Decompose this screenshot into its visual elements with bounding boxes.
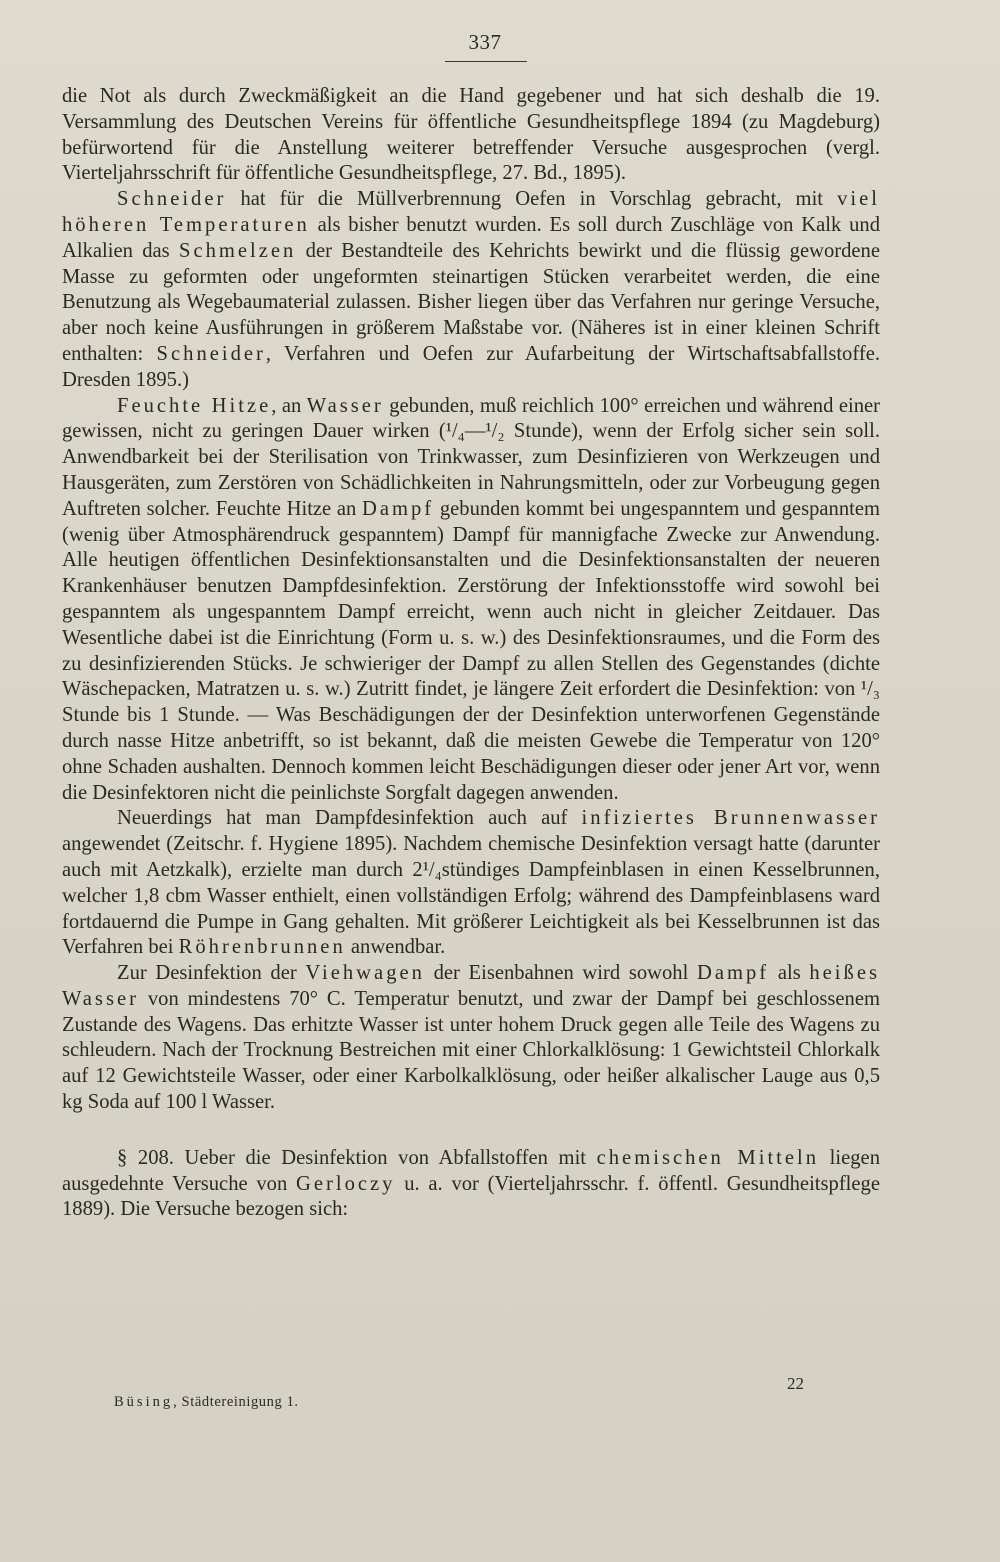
header-rule <box>445 61 527 62</box>
paragraph <box>62 1146 880 1223</box>
spaced-emphasis: Schmelzen <box>179 239 297 262</box>
footer-title: , Städtereinigung 1. <box>173 1394 299 1410</box>
body-text <box>62 84 880 1223</box>
text-run: gebunden kommt bei ungespanntem und gespanntem (wenig über Atmosphärendruck gespanntem) Dampf für mannigfache Zwecke zur Anwendung. Alle heutigen öffentlichen Desinfektionsanstalten und die Desinfektionsanstalten der neueren Krankenhäuser benutzen Dampfdesinfektion. Zerstörung der Infektionsstoffe wird sowohl bei gespanntem als ungespanntem Dampf erreicht, wenn auch nicht in gleicher Zeitdauer. Das Wesentliche dabei ist die Einrichtung (Form u. s. w.) des Desinfektionsraumes, und die Form des zu desinfizierenden Stücks. Je schwieriger der Dampf zu allen Stellen des Gegenstandes (dichte Wäschepacken, Matratzen u. s. w.) Zutritt findet, je längere Zeit erfordert die Desinfektion: von ¹/₃ Stunde bis 1 Stunde. — Was Beschädigungen der der Desinfektion unterworfenen Gegenstände durch nasse Hitze anbetrifft, so ist bekannt, daß die meisten Gewebe die Temperatur von 120° ohne Schaden aushalten. Dennoch kommen leicht Beschädigungen dieser oder jener Art vor, wenn die Desinfektoren nicht die peinlichste Sorgfalt dagegen anwenden. <box>62 497 880 804</box>
spaced-emphasis: Gerloczy <box>296 1172 396 1195</box>
spaced-emphasis: Dampf <box>696 962 770 985</box>
footer-imprint <box>114 1394 299 1411</box>
text-run: , Verfahren und Oefen zur Aufarbeitung der Wirtschaftsabfallstoffe. Dresden 1895.) <box>62 342 880 391</box>
spaced-emphasis: Feuchte Hitze <box>117 394 272 417</box>
footer-author: Büsing <box>114 1394 174 1410</box>
text-run: Neuerdings hat man Dampfdesinfektion auch auf <box>117 807 582 830</box>
paragraph <box>62 394 880 807</box>
spaced-emphasis: viel höheren Temperaturen <box>62 188 880 236</box>
text-run: die Not als durch Zweckmäßigkeit an die Hand gegebener und hat sich deshalb die 19. Versammlung des Deutschen Vereins für öffentliche Gesundheitspflege 1894 (zu Magdeburg) befürwortend für die Anstellung weiterer betreffender Versuche ausgesprochen (vergl. Vierteljahrsschrift für öffentliche Gesundheitspflege, 27. Bd., 1895). <box>62 85 880 185</box>
text-run: liegen ausgedehnte Versuche von <box>62 1146 880 1195</box>
spaced-emphasis: Schneider <box>156 342 266 365</box>
text-run: als <box>769 962 810 985</box>
text-run: § 208. Ueber die Desinfektion von Abfallstoffen mit <box>117 1146 597 1169</box>
text-run: angewendet (Zeitschr. f. Hygiene 1895). Nachdem chemische Desinfektion versagt hatte (darunter auch mit Aetzkalk), erzielte man durch 2¹/₄stündiges Dampfeinblasen in einen Kesselbrunnen, welcher 1,8 cbm Wasser enthielt, einen vollständigen Erfolg; während des Dampfeinblasens ward fortdauernd die Pumpe in Gang gehalten. Mit größerer Leichtigkeit als bei Kesselbrunnen ist das Verfahren bei <box>62 833 880 959</box>
text-run: der Eisenbahnen wird sowohl <box>424 962 697 985</box>
spaced-emphasis: infiziertes Brunnenwasser <box>581 807 880 830</box>
paragraph <box>62 187 880 393</box>
text-run: anwendbar. <box>345 936 446 959</box>
spaced-emphasis: Schneider <box>117 188 227 211</box>
text-run: der Bestandteile des Kehrichts bewirkt und die flüssig gewordene Masse zu geformten oder ungeformten steinartigen Stücken verarbeitet werden, die eine Benutzung als Wegebaumaterial zulassen. Bisher liegen über das Verfahren nur geringe Versuche, aber noch keine Ausführungen in größerem Maßstabe vor. (Näheres ist in einer kleinen Schrift enthalten: <box>62 239 880 365</box>
spaced-emphasis: Wasser <box>306 394 384 417</box>
spaced-emphasis: chemischen Mitteln <box>596 1146 820 1169</box>
paragraph <box>62 84 880 187</box>
text-run: , an <box>271 394 307 417</box>
page-number: 337 <box>468 30 502 54</box>
paragraph <box>62 806 880 961</box>
text-run: hat für die Müllverbrennung Oefen in Vorschlag gebracht, mit <box>226 188 838 211</box>
spaced-emphasis: Viehwagen <box>305 962 425 985</box>
text-run: Zur Desinfektion der <box>117 962 306 985</box>
spaced-emphasis: heißes Wasser <box>62 962 880 1010</box>
text-run: als bisher benutzt wurden. Es soll durch Zuschläge von Kalk und Alkalien das <box>62 213 880 262</box>
spaced-emphasis: Röhrenbrunnen <box>178 936 346 959</box>
text-run: von mindestens 70° C. Temperatur benutzt, und zwar der Dampf bei geschlossenem Zustande des Wagens. Das erhitzte Wasser ist unter hohem Druck gegen alle Teile des Wagens zu schleudern. Nach der Trocknung Bestreichen mit einer Chlorkalklösung: 1 Gewichtsteil Chlorkalk auf 12 Gewichtsteile Wasser, oder einer Karbolkalklösung, oder heißer alkalischer Lauge aus 0,5 kg Soda auf 100 l Wasser. <box>62 987 880 1114</box>
spaced-emphasis: Dampf <box>361 497 435 520</box>
text-run: u. a. vor (Vierteljahrsschr. f. öffentl. Gesundheitspflege 1889). Die Versuche bezogen sich: <box>62 1172 880 1221</box>
signature-mark: 22 <box>787 1374 804 1393</box>
text-run: gebunden, muß reichlich 100° erreichen und während einer gewissen, nicht zu geringen Dauer wirken (¹/₄—¹/₂ Stunde), wenn der Erfolg sicher sein soll. Anwendbarkeit bei der Sterilisation von Trinkwasser, zum Desinfizieren von Werkzeugen und Hausgeräten, zum Zerstören von Schädlichkeiten in Nahrungsmitteln, oder zur Vorbeugung gegen Auftreten solcher. Feuchte Hitze an <box>62 394 881 520</box>
paragraph <box>62 961 880 1116</box>
